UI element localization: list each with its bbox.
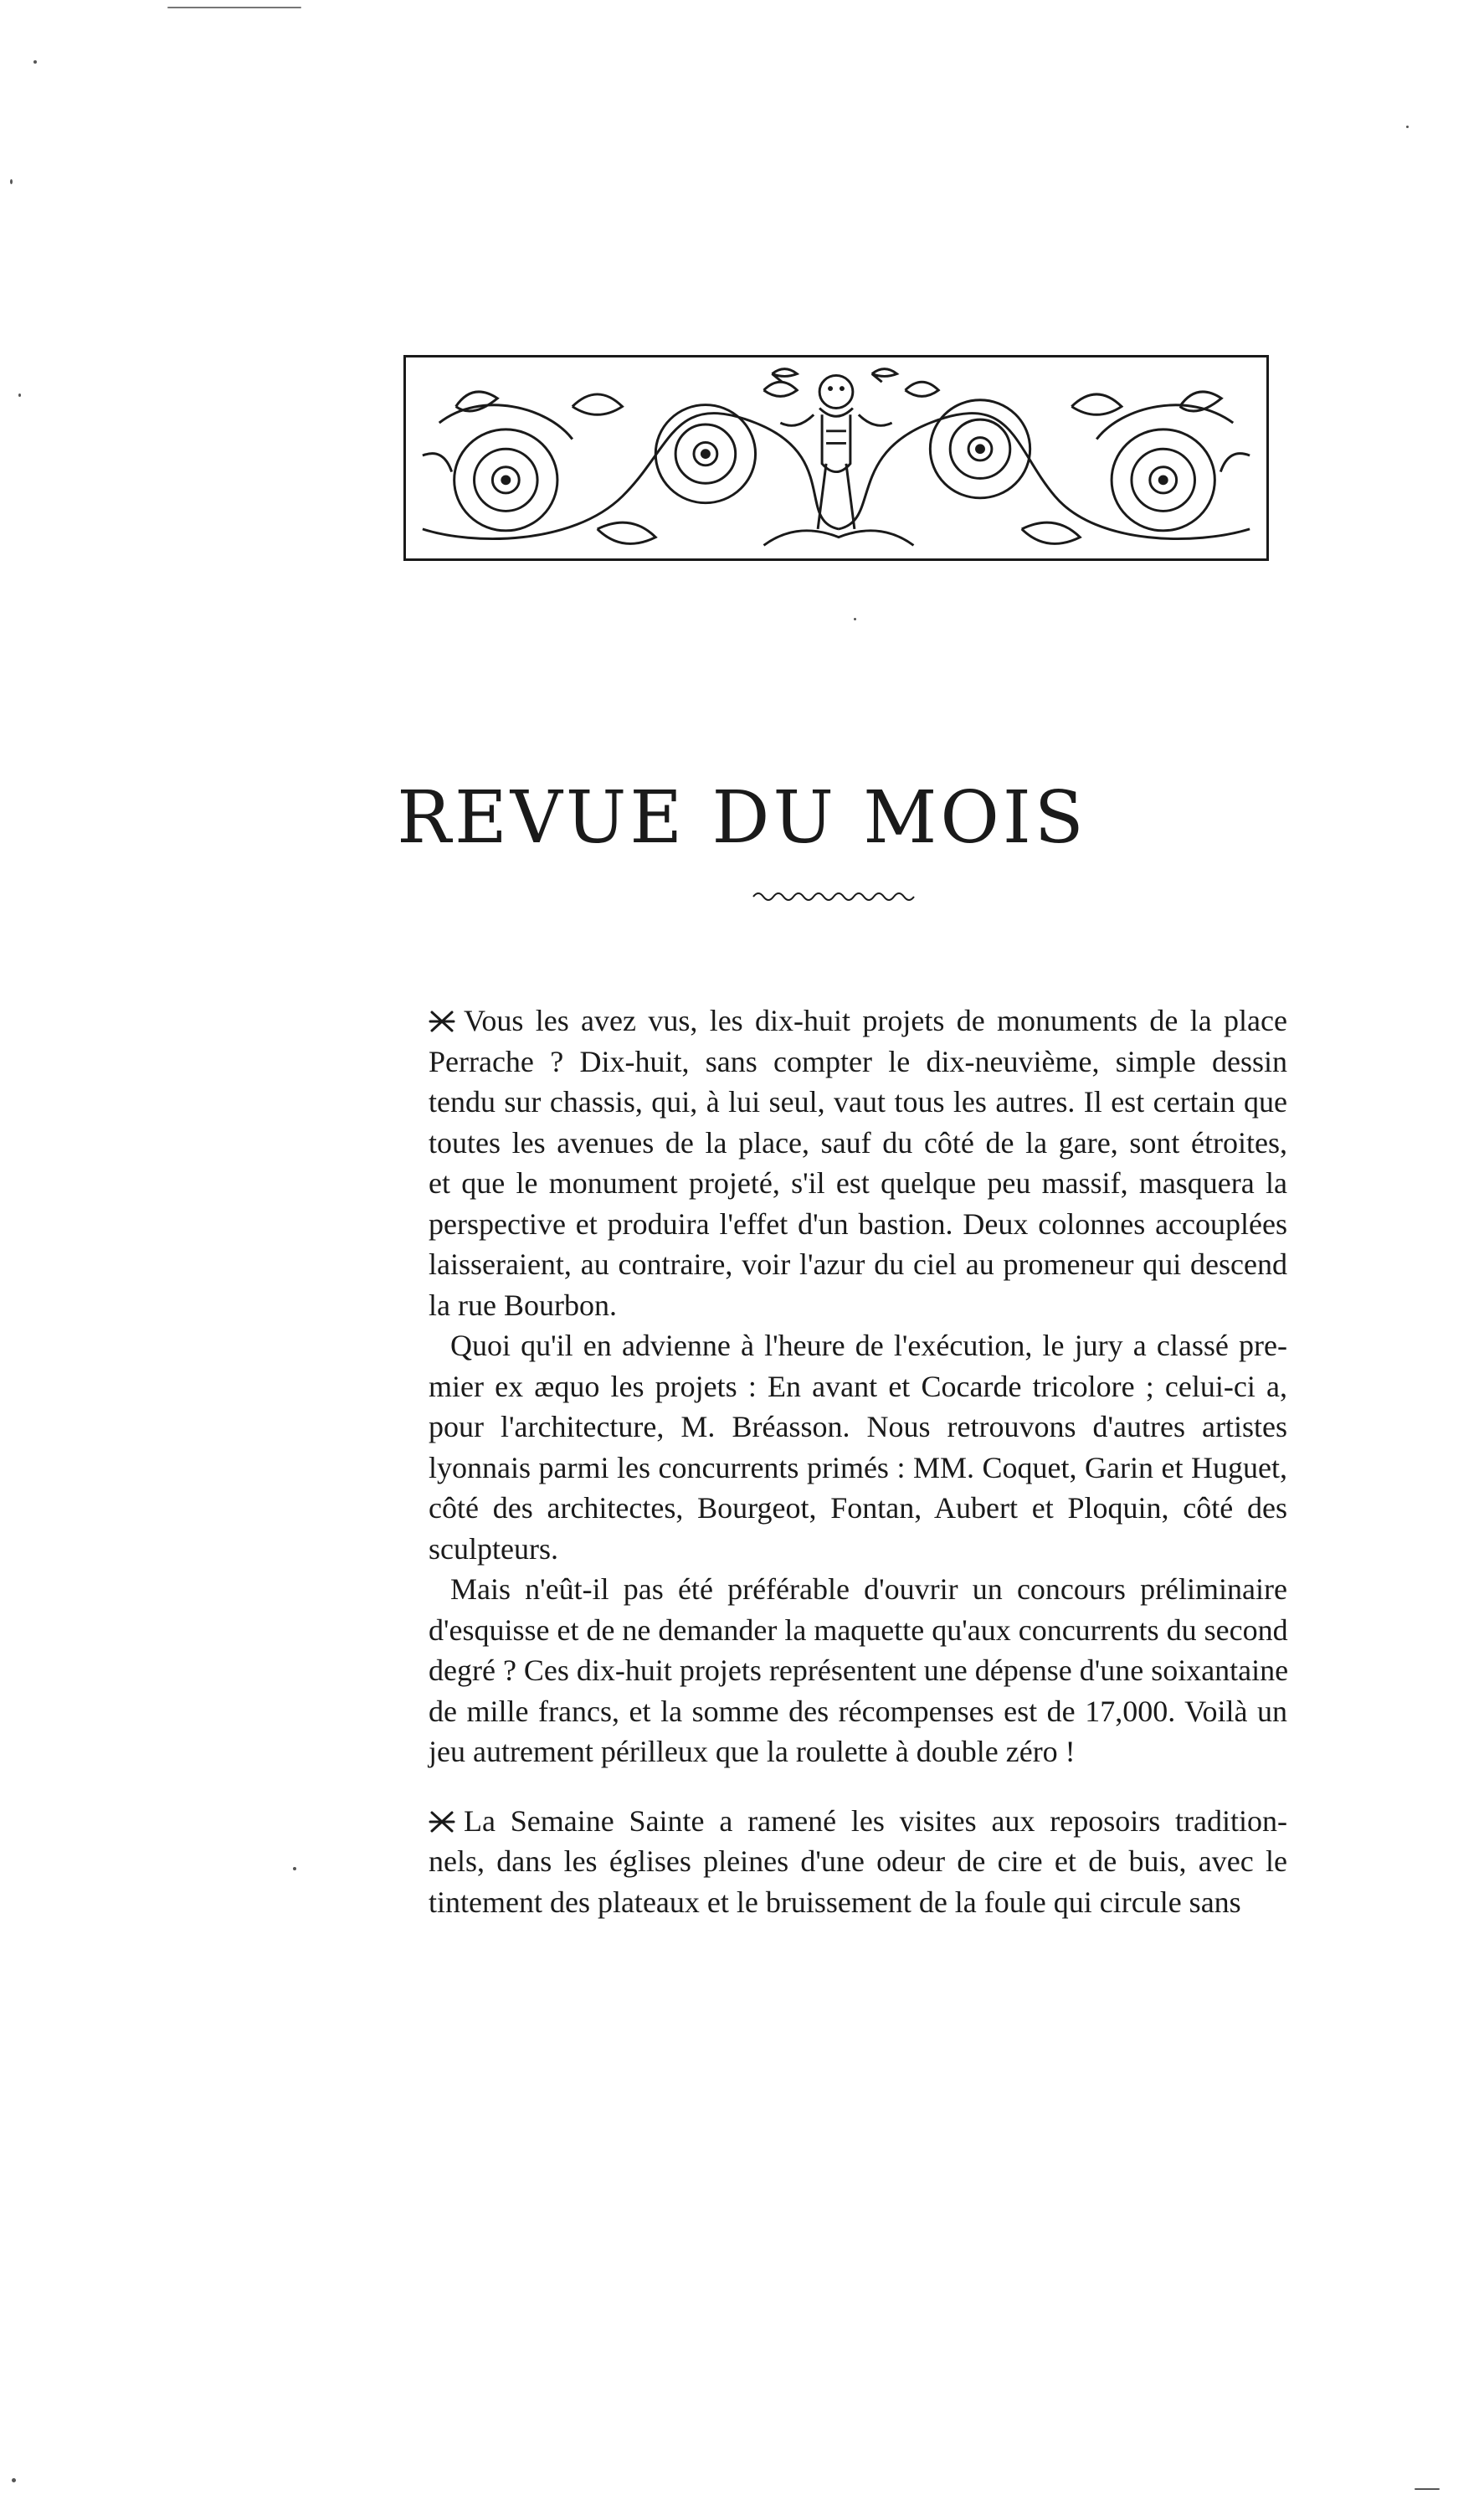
text-line: [407, 1407, 1287, 1448]
text-line: [407, 1325, 1287, 1366]
line-text: jeu autrement périlleux que la roulette à double zéro !: [429, 1735, 1076, 1768]
text-line: [407, 1882, 1287, 1923]
scan-speck: [10, 179, 13, 184]
article-body: [407, 1000, 1287, 1922]
line-text: d'esquisse et de ne demander la maquette qu'aux concurrents du second: [429, 1612, 1288, 1647]
text-line: [407, 1285, 1287, 1326]
text-line: [407, 1000, 1287, 1042]
line-text: nels, dans les églises pleines d'une odeur de cire et de buis, avec le: [429, 1844, 1287, 1878]
line-text: la rue Bourbon.: [429, 1288, 617, 1322]
scan-speck: [293, 1867, 296, 1870]
line-text: laisseraient, au contraire, voir l'azur du ciel au promeneur qui descend: [429, 1247, 1287, 1281]
text-line: [407, 1569, 1287, 1610]
text-line: [407, 1042, 1287, 1083]
rinceau-ornament-icon: [406, 357, 1266, 558]
line-text: de mille francs, et la somme des récompenses est de 17,000. Voilà un: [429, 1694, 1287, 1728]
text-line: [407, 1448, 1287, 1489]
line-text: Perrache ? Dix-huit, sans compter le dix-neuvième, simple dessin: [429, 1044, 1287, 1078]
scan-speck: [12, 2478, 16, 2482]
asterism-icon: [429, 1809, 455, 1834]
line-text: tintement des plateaux et le bruissement de la foule qui circule sans: [429, 1885, 1241, 1919]
scan-speck: [1406, 126, 1409, 128]
text-line: [407, 1529, 1287, 1570]
text-line: [407, 1082, 1287, 1123]
text-line: [407, 1841, 1287, 1882]
line-text: mier ex æquo les projets : En avant et Cocarde tricolore ; celui-ci a,: [429, 1369, 1287, 1403]
line-text: lyonnais parmi les concurrents primés : MM. Coquet, Garin et Huguet,: [429, 1450, 1287, 1484]
paragraph: [407, 1569, 1287, 1772]
line-text: côté des architectes, Bourgeot, Fontan, Aubert et Ploquin, côté des: [429, 1491, 1287, 1525]
asterism-icon: [429, 1009, 455, 1034]
text-line: [407, 1650, 1287, 1691]
scan-speck: [1415, 2488, 1440, 2490]
decorative-rule-icon: [752, 889, 919, 904]
text-line: [407, 1610, 1287, 1651]
text-line: [407, 1691, 1287, 1732]
line-text: perspective et produira l'effet d'un bastion. Deux colonnes accouplées: [429, 1206, 1287, 1241]
scan-speck: [18, 393, 21, 397]
line-text: tendu sur chassis, qui, à lui seul, vaut tous les autres. Il est certain que: [429, 1085, 1287, 1119]
page-title: REVUE DU MOIS: [397, 775, 1087, 860]
text-line: [407, 1731, 1287, 1772]
line-text: La Semaine Sainte a ramené les visites aux reposoirs tradition-: [464, 1803, 1287, 1838]
line-text: degré ? Ces dix-huit projets représentent une dépense d'une soixantaine: [429, 1654, 1289, 1687]
text-line: [407, 1204, 1287, 1245]
line-text: sculpteurs.: [429, 1531, 558, 1566]
text-line: [407, 1123, 1287, 1164]
paragraph: [407, 1801, 1287, 1923]
scan-mark: [167, 7, 301, 8]
paragraph: [407, 1000, 1287, 1325]
line-text: toutes les avenues de la place, sauf du côté de la gare, sont étroites,: [429, 1125, 1287, 1160]
line-text: pour l'architecture, M. Bréasson. Nous retrouvons d'autres artistes: [429, 1410, 1287, 1443]
paragraph: [407, 1325, 1287, 1569]
line-text: Quoi qu'il en advienne à l'heure de l'exécution, le jury a classé pre-: [450, 1329, 1287, 1362]
scan-speck: [33, 60, 37, 64]
line-text: Mais n'eût-il pas été préférable d'ouvrir un concours préliminaire: [450, 1572, 1287, 1606]
headpiece-ornament: [403, 355, 1269, 561]
text-line: [407, 1801, 1287, 1842]
text-line: [407, 1488, 1287, 1529]
text-line: [407, 1366, 1287, 1407]
scan-speck: [854, 618, 856, 620]
text-line: [407, 1244, 1287, 1285]
line-text: et que le monument projeté, s'il est quelque peu massif, masquera la: [429, 1166, 1287, 1200]
line-text: Vous les avez vus, les dix-huit projets de monuments de la place: [464, 1004, 1287, 1037]
text-line: [407, 1163, 1287, 1204]
